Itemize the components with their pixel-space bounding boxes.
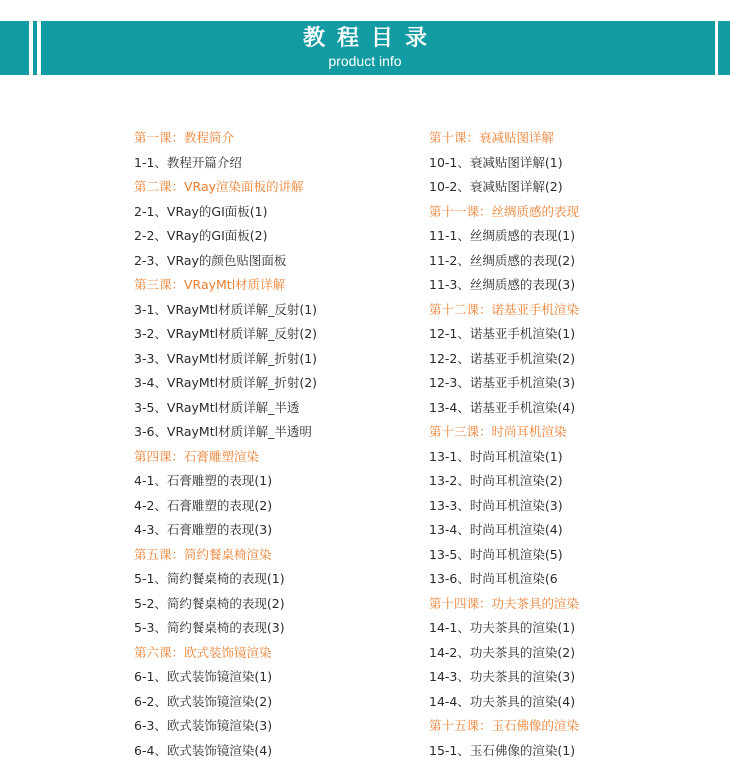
lesson-item: 13-4、时尚耳机渲染(4) <box>429 522 563 537</box>
lesson-item: 1-1、教程开篇介绍 <box>134 154 242 170</box>
lesson-item: 5-3、简约餐桌椅的表现(3) <box>134 620 285 635</box>
lesson-item: 6-2、欧式装饰镜渲染(2) <box>134 693 273 709</box>
lesson-item: 11-1、丝绸质感的表现(1) <box>429 228 576 243</box>
lesson-item: 14-2、功夫茶具的渲染(2) <box>429 644 576 660</box>
lesson-item: 13-6、时尚耳机渲染(6 <box>429 571 558 586</box>
chapter-heading: 第十课：衰减贴图详解 <box>429 130 555 145</box>
lesson-item: 12-2、诺基亚手机渲染(2) <box>429 350 576 366</box>
lesson-item: 6-1、欧式装饰镜渲染(1) <box>134 669 273 684</box>
lesson-item: 13-2、时尚耳机渲染(2) <box>429 473 563 488</box>
chapter-heading: 第十二课：诺基亚手机渲染 <box>429 301 580 317</box>
chapter-heading: 第一课：教程简介 <box>134 130 235 145</box>
page-subtitle: product info <box>328 53 402 69</box>
lesson-item: 5-2、简约餐桌椅的表现(2) <box>134 595 285 611</box>
toc-right-column <box>429 126 579 763</box>
lesson-item: 13-5、时尚耳机渲染(5) <box>429 546 563 562</box>
lesson-item: 13-4、诺基亚手机渲染(4) <box>429 399 576 415</box>
lesson-item: 2-3、VRay的颜色贴图面板 <box>134 252 287 268</box>
lesson-item: 4-1、石膏雕塑的表现(1) <box>134 473 273 488</box>
lesson-item: 3-5、VRayMtl材质详解_半透 <box>134 399 300 415</box>
lesson-item: 6-3、欧式装饰镜渲染(3) <box>134 718 273 733</box>
chapter-heading: 第六课：欧式装饰镜渲染 <box>134 644 272 660</box>
chapter-heading: 第四课：石膏雕塑渲染 <box>134 448 260 464</box>
lesson-item: 14-1、功夫茶具的渲染(1) <box>429 620 576 635</box>
lesson-item: 12-3、诺基亚手机渲染(3) <box>429 375 576 390</box>
header-banner <box>0 21 730 75</box>
lesson-item: 11-3、丝绸质感的表现(3) <box>429 277 576 292</box>
toc-left-column <box>134 126 317 763</box>
chapter-heading: 第十一课：丝绸质感的表现 <box>429 203 580 219</box>
lesson-item: 3-3、VRayMtl材质详解_折射(1) <box>134 350 318 366</box>
chapter-heading: 第三课：VRayMtl材质详解 <box>134 277 286 292</box>
lesson-item: 15-1、玉石佛像的渲染(1) <box>429 742 576 758</box>
lesson-item: 10-1、衰减贴图详解(1) <box>429 154 563 170</box>
chapter-heading: 第二课：VRay渲染面板的讲解 <box>134 179 304 194</box>
lesson-item: 10-2、衰减贴图详解(2) <box>429 179 563 194</box>
lesson-item: 2-2、VRay的GI面板(2) <box>134 228 268 243</box>
lesson-item: 13-1、时尚耳机渲染(1) <box>429 448 563 464</box>
lesson-item: 3-4、VRayMtl材质详解_折射(2) <box>134 375 318 390</box>
lesson-item: 3-1、VRayMtl材质详解_反射(1) <box>134 301 318 317</box>
lesson-item: 4-2、石膏雕塑的表现(2) <box>134 497 273 513</box>
chapter-heading: 第五课：简约餐桌椅渲染 <box>134 546 272 562</box>
lesson-item: 3-2、VRayMtl材质详解_反射(2) <box>134 326 318 341</box>
lesson-item: 11-2、丝绸质感的表现(2) <box>429 252 576 268</box>
chapter-heading: 第十三课：时尚耳机渲染 <box>429 424 567 439</box>
chapter-heading: 第十五课：玉石佛像的渲染 <box>429 718 580 733</box>
page-title: 教程目录 <box>302 26 439 51</box>
lesson-item: 5-1、简约餐桌椅的表现(1) <box>134 571 285 586</box>
lesson-item: 2-1、VRay的GI面板(1) <box>134 203 268 219</box>
lesson-item: 12-1、诺基亚手机渲染(1) <box>429 326 576 341</box>
lesson-item: 3-6、VRayMtl材质详解_半透明 <box>134 424 312 439</box>
lesson-item: 4-3、石膏雕塑的表现(3) <box>134 522 273 537</box>
lesson-item: 13-3、时尚耳机渲染(3) <box>429 497 563 513</box>
chapter-heading: 第十四课：功夫茶具的渲染 <box>429 595 580 611</box>
lesson-item: 14-3、功夫茶具的渲染(3) <box>429 669 576 684</box>
lesson-item: 14-4、功夫茶具的渲染(4) <box>429 693 576 709</box>
lesson-item: 6-4、欧式装饰镜渲染(4) <box>134 742 273 758</box>
